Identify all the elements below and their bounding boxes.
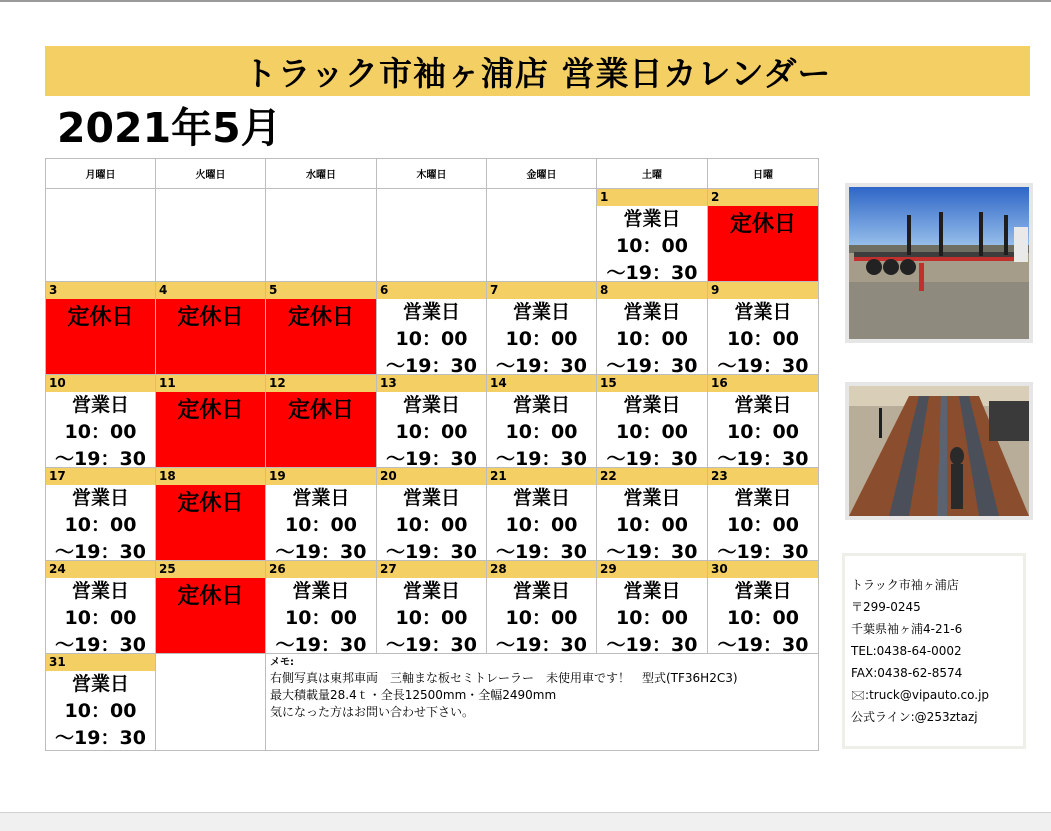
memo-line: 気になった方はお問い合わせ下さい。 xyxy=(270,705,475,719)
close-time: ～19：30 xyxy=(386,448,477,467)
open-day-block xyxy=(266,485,376,560)
open-label: 営業日 xyxy=(402,580,460,602)
close-time: ～19：30 xyxy=(606,355,698,374)
open-time: 10：00 xyxy=(64,607,137,629)
open-label: 営業日 xyxy=(71,487,129,509)
calendar-day-cell xyxy=(46,468,156,561)
top-border-line xyxy=(0,0,1051,2)
open-time: 10：00 xyxy=(727,328,799,350)
store-address: 千葉県袖ヶ浦4-21-6 xyxy=(851,622,963,636)
calendar-day-cell xyxy=(708,189,819,282)
calendar-day-cell xyxy=(487,561,597,654)
weekday-header: 土曜 xyxy=(597,159,708,189)
store-line-id: 公式ライン:@253ztazj xyxy=(851,710,978,724)
calendar-day-cell xyxy=(156,282,266,375)
calendar-day-cell xyxy=(156,561,266,654)
day-number: 15 xyxy=(597,375,707,392)
open-time: 10：00 xyxy=(727,514,799,536)
close-time: ～19：30 xyxy=(717,448,809,467)
day-number: 20 xyxy=(377,468,486,485)
day-number: 11 xyxy=(156,375,265,392)
open-day-block xyxy=(708,299,818,374)
title-banner xyxy=(45,46,1030,96)
open-time: 10：00 xyxy=(64,700,137,722)
open-time: 10：00 xyxy=(616,235,688,257)
close-time: ～19：30 xyxy=(55,541,146,560)
calendar-day-cell xyxy=(708,468,819,561)
calendar-day-cell xyxy=(377,282,487,375)
closed-day-block xyxy=(156,392,265,467)
calendar-day-cell xyxy=(597,468,708,561)
day-number: 9 xyxy=(708,282,818,299)
open-time: 10：00 xyxy=(505,607,578,629)
closed-label: 定休日 xyxy=(177,305,244,330)
day-number: 1 xyxy=(597,189,707,206)
day-number: 3 xyxy=(46,282,155,299)
closed-label: 定休日 xyxy=(177,584,244,609)
open-time: 10：00 xyxy=(285,607,357,629)
open-day-block xyxy=(597,299,707,374)
open-label: 営業日 xyxy=(71,673,129,695)
open-label: 営業日 xyxy=(402,487,460,509)
day-number: 5 xyxy=(266,282,376,299)
open-label: 営業日 xyxy=(512,580,570,602)
day-number: 10 xyxy=(46,375,155,392)
open-label: 営業日 xyxy=(734,301,792,323)
day-number: 21 xyxy=(487,468,596,485)
calendar-week-row xyxy=(46,654,819,751)
day-number: 7 xyxy=(487,282,596,299)
close-time: ～19：30 xyxy=(717,355,809,374)
weekday-header: 月曜日 xyxy=(46,159,156,189)
close-time: ～19：30 xyxy=(55,727,146,746)
calendar-week-row xyxy=(46,189,819,282)
store-info-box xyxy=(842,553,1026,749)
open-day-block xyxy=(487,578,596,653)
store-postal: 〒299-0245 xyxy=(851,600,921,614)
calendar-day-cell xyxy=(487,468,597,561)
closed-day-block xyxy=(708,206,818,281)
weekday-header: 金曜日 xyxy=(487,159,597,189)
day-number: 17 xyxy=(46,468,155,485)
close-time: ～19：30 xyxy=(496,448,587,467)
calendar-day-cell xyxy=(377,375,487,468)
day-number: 14 xyxy=(487,375,596,392)
day-number: 31 xyxy=(46,654,155,671)
weekday-header: 木曜日 xyxy=(377,159,487,189)
open-time: 10：00 xyxy=(616,421,688,443)
calendar-day-cell xyxy=(377,468,487,561)
day-number: 30 xyxy=(708,561,818,578)
calendar-day-cell xyxy=(46,282,156,375)
open-day-block xyxy=(708,485,818,560)
open-day-block xyxy=(597,578,707,653)
day-number: 24 xyxy=(46,561,155,578)
day-number: 18 xyxy=(156,468,265,485)
close-time: ～19：30 xyxy=(55,634,146,653)
open-day-block xyxy=(487,392,596,467)
closed-label: 定休日 xyxy=(67,305,134,330)
open-label: 営業日 xyxy=(734,580,792,602)
calendar-week-row xyxy=(46,468,819,561)
close-time: ～19：30 xyxy=(606,541,698,560)
calendar-week-row xyxy=(46,561,819,654)
open-day-block xyxy=(46,671,155,746)
closed-label: 定休日 xyxy=(287,305,354,330)
open-day-block xyxy=(597,485,707,560)
closed-day-block xyxy=(46,299,155,374)
trailer-photo-deck xyxy=(845,382,1033,520)
open-day-block xyxy=(597,392,707,467)
day-number: 13 xyxy=(377,375,486,392)
open-label: 営業日 xyxy=(512,301,570,323)
closed-label: 定休日 xyxy=(177,491,244,516)
close-time: ～19：30 xyxy=(386,355,477,374)
open-day-block xyxy=(377,392,486,467)
open-time: 10：00 xyxy=(727,421,799,443)
memo-cell xyxy=(266,654,819,751)
weekday-header-row xyxy=(46,159,819,189)
day-number: 22 xyxy=(597,468,707,485)
calendar-day-cell xyxy=(597,282,708,375)
calendar-day-cell xyxy=(597,561,708,654)
day-number: 25 xyxy=(156,561,265,578)
calendar-day-cell xyxy=(266,468,377,561)
open-day-block xyxy=(46,392,155,467)
open-label: 営業日 xyxy=(512,487,570,509)
day-number: 28 xyxy=(487,561,596,578)
open-label: 営業日 xyxy=(402,394,460,416)
open-label: 営業日 xyxy=(734,394,792,416)
open-time: 10：00 xyxy=(505,328,578,350)
calendar-day-cell xyxy=(156,468,266,561)
open-time: 10：00 xyxy=(616,607,688,629)
open-time: 10：00 xyxy=(505,421,578,443)
closed-day-block xyxy=(156,485,265,560)
open-day-block xyxy=(377,578,486,653)
trailer-photo-side xyxy=(845,183,1033,343)
day-number: 2 xyxy=(708,189,818,206)
close-time: ～19：30 xyxy=(496,634,587,653)
calendar-day-cell xyxy=(46,375,156,468)
open-label: 営業日 xyxy=(623,580,681,602)
open-day-block xyxy=(487,485,596,560)
calendar-day-cell xyxy=(266,375,377,468)
open-day-block xyxy=(487,299,596,374)
day-number: 27 xyxy=(377,561,486,578)
close-time: ～19：30 xyxy=(275,541,367,560)
calendar-day-cell xyxy=(266,561,377,654)
open-time: 10：00 xyxy=(395,607,468,629)
open-time: 10：00 xyxy=(616,328,688,350)
open-time: 10：00 xyxy=(616,514,688,536)
open-label: 営業日 xyxy=(512,394,570,416)
open-label: 営業日 xyxy=(623,208,681,230)
day-number: 19 xyxy=(266,468,376,485)
closed-day-block xyxy=(266,392,376,467)
open-label: 営業日 xyxy=(623,394,681,416)
month-title: 2021年5月 xyxy=(57,104,282,152)
calendar-day-cell xyxy=(46,561,156,654)
open-time: 10：00 xyxy=(505,514,578,536)
closed-day-block xyxy=(156,578,265,653)
open-label: 営業日 xyxy=(71,394,129,416)
open-day-block xyxy=(597,206,707,281)
day-number: 26 xyxy=(266,561,376,578)
memo-label: メモ: xyxy=(270,657,294,668)
calendar-table xyxy=(45,158,819,751)
open-time: 10：00 xyxy=(64,514,137,536)
open-time: 10：00 xyxy=(395,328,468,350)
empty-day-cell xyxy=(266,189,377,282)
bottom-bar xyxy=(0,812,1051,831)
open-day-block xyxy=(46,485,155,560)
closed-day-block xyxy=(266,299,376,374)
store-fax: FAX:0438-62-8574 xyxy=(851,666,963,680)
close-time: ～19：30 xyxy=(496,541,587,560)
calendar-day-cell xyxy=(487,282,597,375)
close-time: ～19：30 xyxy=(606,262,698,281)
day-number: 4 xyxy=(156,282,265,299)
closed-label: 定休日 xyxy=(287,398,354,423)
empty-day-cell xyxy=(156,189,266,282)
closed-day-block xyxy=(156,299,265,374)
open-time: 10：00 xyxy=(395,514,468,536)
open-label: 営業日 xyxy=(734,487,792,509)
calendar-day-cell xyxy=(597,375,708,468)
open-label: 営業日 xyxy=(71,580,129,602)
close-time: ～19：30 xyxy=(386,541,477,560)
open-label: 営業日 xyxy=(402,301,460,323)
store-tel: TEL:0438-64-0002 xyxy=(851,644,962,658)
open-label: 営業日 xyxy=(623,487,681,509)
open-label: 営業日 xyxy=(292,487,350,509)
open-time: 10：00 xyxy=(727,607,799,629)
calendar-day-cell xyxy=(708,375,819,468)
day-number: 6 xyxy=(377,282,486,299)
empty-day-cell xyxy=(46,189,156,282)
open-time: 10：00 xyxy=(285,514,357,536)
day-number: 12 xyxy=(266,375,376,392)
closed-label: 定休日 xyxy=(729,212,796,237)
close-time: ～19：30 xyxy=(606,634,698,653)
calendar-day-cell xyxy=(46,654,156,751)
open-label: 営業日 xyxy=(623,301,681,323)
close-time: ～19：30 xyxy=(386,634,477,653)
calendar-day-cell xyxy=(708,561,819,654)
day-number: 16 xyxy=(708,375,818,392)
close-time: ～19：30 xyxy=(717,541,809,560)
calendar-day-cell xyxy=(487,375,597,468)
weekday-header: 水曜日 xyxy=(266,159,377,189)
empty-day-cell xyxy=(487,189,597,282)
calendar-week-row xyxy=(46,282,819,375)
close-time: ～19：30 xyxy=(496,355,587,374)
calendar-day-cell xyxy=(377,561,487,654)
banner-title: トラック市袖ヶ浦店 営業日カレンダー xyxy=(243,53,832,93)
open-label: 営業日 xyxy=(292,580,350,602)
open-time: 10：00 xyxy=(395,421,468,443)
open-day-block xyxy=(46,578,155,653)
day-number: 29 xyxy=(597,561,707,578)
memo-line: 最大積載量28.4ｔ・全長12500mm・全幅2490mm xyxy=(270,688,557,702)
open-day-block xyxy=(377,485,486,560)
day-number: 23 xyxy=(708,468,818,485)
open-day-block xyxy=(377,299,486,374)
store-name: トラック市袖ヶ浦店 xyxy=(851,578,959,592)
day-number: 8 xyxy=(597,282,707,299)
calendar-day-cell xyxy=(708,282,819,375)
calendar-day-cell xyxy=(597,189,708,282)
calendar-day-cell xyxy=(156,375,266,468)
close-time: ～19：30 xyxy=(606,448,698,467)
close-time: ～19：30 xyxy=(55,448,146,467)
closed-label: 定休日 xyxy=(177,398,244,423)
close-time: ～19：30 xyxy=(717,634,809,653)
close-time: ～19：30 xyxy=(275,634,367,653)
open-day-block xyxy=(708,578,818,653)
empty-day-cell xyxy=(156,654,266,751)
calendar-week-row xyxy=(46,375,819,468)
open-day-block xyxy=(708,392,818,467)
memo-line: 右側写真は東邦車両 三軸まな板セミトレーラー 未使用車です！ 型式(TF36H2C3) xyxy=(270,671,738,685)
empty-day-cell xyxy=(377,189,487,282)
weekday-header: 日曜 xyxy=(708,159,819,189)
open-time: 10：00 xyxy=(64,421,137,443)
weekday-header: 火曜日 xyxy=(156,159,266,189)
store-email: 🖂:truck@vipauto.co.jp xyxy=(851,688,990,702)
open-day-block xyxy=(266,578,376,653)
calendar-day-cell xyxy=(266,282,377,375)
